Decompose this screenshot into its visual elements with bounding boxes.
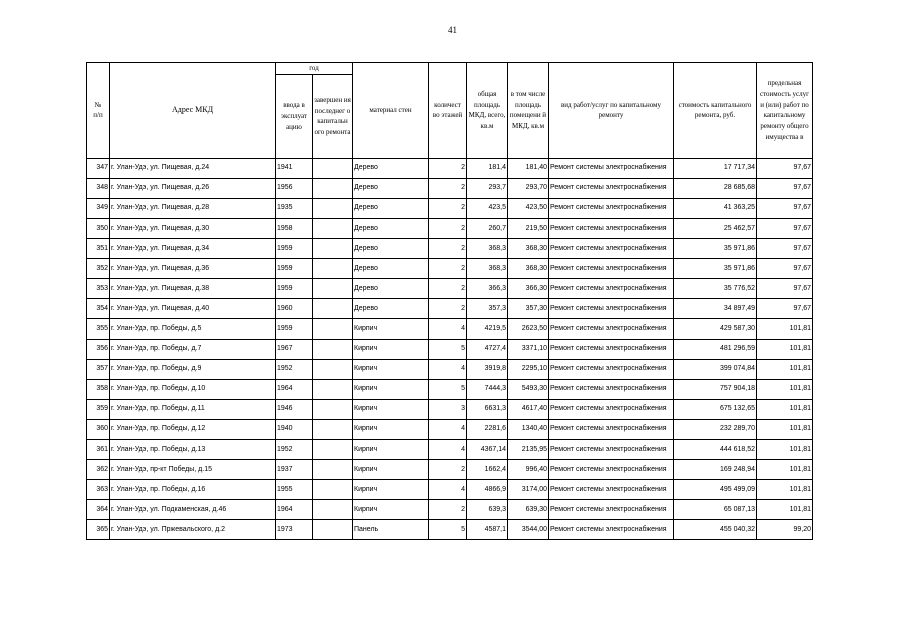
cell-floors: 4 (429, 419, 467, 439)
cell-work: Ремонт системы электроснабжения (549, 339, 674, 359)
table-row (87, 419, 813, 439)
table-body (87, 158, 813, 540)
cell-material: Дерево (353, 239, 429, 259)
cell-area-premises: 639,30 (508, 500, 549, 520)
cell-material: Дерево (353, 158, 429, 178)
cell-address: г. Улан-Удэ, пр-кт Победы, д.15 (110, 460, 276, 480)
cell-year: 1935 (276, 198, 313, 218)
page-number: 41 (448, 25, 457, 35)
cell-material: Кирпич (353, 419, 429, 439)
cell-year: 1955 (276, 480, 313, 500)
cell-last-repair (313, 359, 353, 379)
cell-floors: 2 (429, 218, 467, 238)
cell-area-premises: 293,70 (508, 178, 549, 198)
cell-last-repair (313, 178, 353, 198)
cell-material: Дерево (353, 218, 429, 238)
cell-area-premises: 4617,40 (508, 399, 549, 419)
cell-total-area: 368,3 (467, 239, 508, 259)
table-row (87, 500, 813, 520)
cell-address: г. Улан-Удэ, ул. Подкаменская, д.46 (110, 500, 276, 520)
table-row (87, 339, 813, 359)
cell-total-area: 4866,9 (467, 480, 508, 500)
cell-num: 362 (87, 460, 110, 480)
cell-material: Дерево (353, 198, 429, 218)
cell-year: 1952 (276, 359, 313, 379)
cell-cost: 28 685,68 (674, 178, 757, 198)
cell-work: Ремонт системы электроснабжения (549, 440, 674, 460)
cell-floors: 2 (429, 239, 467, 259)
cell-year: 1959 (276, 279, 313, 299)
cell-last-repair (313, 399, 353, 419)
cell-limit: 101,81 (757, 419, 813, 439)
cell-cost: 35 971,86 (674, 259, 757, 279)
cell-material: Кирпич (353, 359, 429, 379)
cell-total-area: 1662,4 (467, 460, 508, 480)
table-row (87, 259, 813, 279)
cell-work: Ремонт системы электроснабжения (549, 500, 674, 520)
cell-floors: 3 (429, 399, 467, 419)
cell-last-repair (313, 319, 353, 339)
table-row (87, 299, 813, 319)
cell-num: 348 (87, 178, 110, 198)
cell-last-repair (313, 460, 353, 480)
cell-limit: 97,67 (757, 178, 813, 198)
cell-material: Кирпич (353, 399, 429, 419)
cell-area-premises: 3544,00 (508, 520, 549, 540)
cell-address: г. Улан-Удэ, ул. Пржевальского, д.2 (110, 520, 276, 540)
cell-work: Ремонт системы электроснабжения (549, 279, 674, 299)
cell-total-area: 7444,3 (467, 379, 508, 399)
cell-work: Ремонт системы электроснабжения (549, 158, 674, 178)
cell-num: 352 (87, 259, 110, 279)
table-row (87, 440, 813, 460)
cell-num: 355 (87, 319, 110, 339)
cell-area-premises: 3371,10 (508, 339, 549, 359)
cell-work: Ремонт системы электроснабжения (549, 480, 674, 500)
cell-total-area: 357,3 (467, 299, 508, 319)
cell-work: Ремонт системы электроснабжения (549, 259, 674, 279)
cell-area-premises: 2295,10 (508, 359, 549, 379)
header-total-area: общая площадь МКД, всего, кв.м (467, 63, 508, 159)
cell-num: 350 (87, 218, 110, 238)
cell-limit: 101,81 (757, 440, 813, 460)
cell-last-repair (313, 299, 353, 319)
cell-year: 1964 (276, 379, 313, 399)
cell-year: 1973 (276, 520, 313, 540)
cell-floors: 2 (429, 178, 467, 198)
cell-address: г. Улан-Удэ, ул. Пищевая, д.40 (110, 299, 276, 319)
cell-limit: 97,67 (757, 299, 813, 319)
cell-area-premises: 2135,95 (508, 440, 549, 460)
table-row (87, 198, 813, 218)
cell-material: Кирпич (353, 440, 429, 460)
cell-address: г. Улан-Удэ, пр. Победы, д.7 (110, 339, 276, 359)
cell-material: Кирпич (353, 379, 429, 399)
cell-cost: 169 248,94 (674, 460, 757, 480)
cell-cost: 41 363,25 (674, 198, 757, 218)
table-row (87, 460, 813, 480)
cell-limit: 97,67 (757, 218, 813, 238)
cell-cost: 399 074,84 (674, 359, 757, 379)
cell-floors: 5 (429, 379, 467, 399)
table-row (87, 480, 813, 500)
cell-last-repair (313, 239, 353, 259)
cell-num: 351 (87, 239, 110, 259)
cell-num: 360 (87, 419, 110, 439)
cell-last-repair (313, 218, 353, 238)
cell-year: 1937 (276, 460, 313, 480)
cell-address: г. Улан-Удэ, ул. Пищевая, д.38 (110, 279, 276, 299)
cell-last-repair (313, 259, 353, 279)
cell-total-area: 6631,3 (467, 399, 508, 419)
cell-floors: 2 (429, 500, 467, 520)
cell-material: Кирпич (353, 480, 429, 500)
cell-material: Дерево (353, 178, 429, 198)
cell-num: 364 (87, 500, 110, 520)
cell-address: г. Улан-Удэ, ул. Пищевая, д.34 (110, 239, 276, 259)
cell-total-area: 366,3 (467, 279, 508, 299)
cell-address: г. Улан-Удэ, пр. Победы, д.12 (110, 419, 276, 439)
cell-limit: 97,67 (757, 239, 813, 259)
cell-area-premises: 368,30 (508, 239, 549, 259)
cell-num: 347 (87, 158, 110, 178)
cell-work: Ремонт системы электроснабжения (549, 399, 674, 419)
cell-num: 349 (87, 198, 110, 218)
cell-total-area: 181,4 (467, 158, 508, 178)
cell-work: Ремонт системы электроснабжения (549, 198, 674, 218)
cell-floors: 2 (429, 299, 467, 319)
cell-year: 1959 (276, 239, 313, 259)
cell-address: г. Улан-Удэ, ул. Пищевая, д.24 (110, 158, 276, 178)
cell-last-repair (313, 379, 353, 399)
cell-total-area: 260,7 (467, 218, 508, 238)
cell-last-repair (313, 339, 353, 359)
cell-area-premises: 368,30 (508, 259, 549, 279)
cell-last-repair (313, 279, 353, 299)
cell-limit: 97,67 (757, 259, 813, 279)
cell-year: 1941 (276, 158, 313, 178)
cell-cost: 65 087,13 (674, 500, 757, 520)
cell-limit: 101,81 (757, 399, 813, 419)
cell-cost: 757 904,18 (674, 379, 757, 399)
cell-cost: 481 296,59 (674, 339, 757, 359)
cell-num: 361 (87, 440, 110, 460)
cell-cost: 17 717,34 (674, 158, 757, 178)
cell-last-repair (313, 198, 353, 218)
cell-cost: 35 776,52 (674, 279, 757, 299)
cell-limit: 101,81 (757, 339, 813, 359)
cell-num: 363 (87, 480, 110, 500)
cell-cost: 444 618,52 (674, 440, 757, 460)
cell-area-premises: 5493,30 (508, 379, 549, 399)
table-row (87, 178, 813, 198)
cell-year: 1959 (276, 259, 313, 279)
cell-year: 1946 (276, 399, 313, 419)
cell-address: г. Улан-Удэ, пр. Победы, д.9 (110, 359, 276, 379)
header-wall-material: материал стен (353, 63, 429, 159)
cell-work: Ремонт системы электроснабжения (549, 520, 674, 540)
cell-floors: 2 (429, 158, 467, 178)
cell-cost: 25 462,57 (674, 218, 757, 238)
cell-num: 365 (87, 520, 110, 540)
cell-material: Кирпич (353, 460, 429, 480)
cell-address: г. Улан-Удэ, ул. Пищевая, д.26 (110, 178, 276, 198)
header-year-commission: ввода в эксплуат ацию (276, 74, 313, 158)
cell-total-area: 368,3 (467, 259, 508, 279)
cell-year: 1967 (276, 339, 313, 359)
cell-address: г. Улан-Удэ, пр. Победы, д.11 (110, 399, 276, 419)
cell-num: 356 (87, 339, 110, 359)
cell-last-repair (313, 419, 353, 439)
cell-limit: 101,81 (757, 500, 813, 520)
cell-floors: 4 (429, 319, 467, 339)
cell-floors: 2 (429, 460, 467, 480)
cell-address: г. Улан-Удэ, ул. Пищевая, д.30 (110, 218, 276, 238)
cell-last-repair (313, 158, 353, 178)
cell-limit: 97,67 (757, 158, 813, 178)
header-year-last-repair: завершен ия последнег о капитальн ого ремонта (313, 74, 353, 158)
cell-total-area: 639,3 (467, 500, 508, 520)
header-num: № п/п (87, 63, 110, 159)
cell-floors: 4 (429, 359, 467, 379)
cell-year: 1964 (276, 500, 313, 520)
cell-cost: 232 289,70 (674, 419, 757, 439)
cell-limit: 97,67 (757, 279, 813, 299)
table-row (87, 218, 813, 238)
header-area-premises: в том числе площадь помещени й МКД, кв.м (508, 63, 549, 159)
cell-address: г. Улан-Удэ, пр. Победы, д.5 (110, 319, 276, 339)
cell-year: 1960 (276, 299, 313, 319)
cell-material: Дерево (353, 279, 429, 299)
cell-floors: 4 (429, 440, 467, 460)
cell-area-premises: 3174,00 (508, 480, 549, 500)
table-row (87, 359, 813, 379)
cell-floors: 5 (429, 339, 467, 359)
cell-limit: 101,81 (757, 359, 813, 379)
cell-address: г. Улан-Удэ, пр. Победы, д.16 (110, 480, 276, 500)
cell-total-area: 4219,5 (467, 319, 508, 339)
cell-area-premises: 2623,50 (508, 319, 549, 339)
cell-material: Кирпич (353, 339, 429, 359)
cell-total-area: 2281,6 (467, 419, 508, 439)
cell-total-area: 4367,14 (467, 440, 508, 460)
cell-year: 1952 (276, 440, 313, 460)
cell-work: Ремонт системы электроснабжения (549, 178, 674, 198)
cell-floors: 2 (429, 198, 467, 218)
cell-year: 1959 (276, 319, 313, 339)
cell-address: г. Улан-Удэ, ул. Пищевая, д.36 (110, 259, 276, 279)
capital-repair-table (86, 62, 813, 540)
cell-num: 357 (87, 359, 110, 379)
cell-cost: 455 040,32 (674, 520, 757, 540)
cell-cost: 34 897,49 (674, 299, 757, 319)
cell-year: 1956 (276, 178, 313, 198)
cell-cost: 429 587,30 (674, 319, 757, 339)
cell-work: Ремонт системы электроснабжения (549, 239, 674, 259)
cell-material: Кирпич (353, 319, 429, 339)
cell-cost: 495 499,09 (674, 480, 757, 500)
table-row (87, 279, 813, 299)
header-work-type: вид работ/услуг по капитальному ремонту (549, 63, 674, 159)
cell-total-area: 4587,1 (467, 520, 508, 540)
header-address: Адрес МКД (110, 63, 276, 159)
cell-area-premises: 219,50 (508, 218, 549, 238)
cell-material: Кирпич (353, 500, 429, 520)
table-row (87, 319, 813, 339)
cell-work: Ремонт системы электроснабжения (549, 299, 674, 319)
table-row (87, 239, 813, 259)
cell-material: Панель (353, 520, 429, 540)
cell-num: 354 (87, 299, 110, 319)
cell-address: г. Улан-Удэ, ул. Пищевая, д.28 (110, 198, 276, 218)
cell-material: Дерево (353, 299, 429, 319)
cell-total-area: 3919,8 (467, 359, 508, 379)
cell-total-area: 423,5 (467, 198, 508, 218)
cell-work: Ремонт системы электроснабжения (549, 419, 674, 439)
header-year-group: год (276, 63, 353, 75)
cell-cost: 675 132,65 (674, 399, 757, 419)
table-row (87, 399, 813, 419)
table-row (87, 158, 813, 178)
table-row (87, 379, 813, 399)
cell-work: Ремонт системы электроснабжения (549, 379, 674, 399)
cell-area-premises: 357,30 (508, 299, 549, 319)
cell-last-repair (313, 520, 353, 540)
cell-limit: 99,20 (757, 520, 813, 540)
cell-num: 358 (87, 379, 110, 399)
cell-address: г. Улан-Удэ, пр. Победы, д.10 (110, 379, 276, 399)
cell-limit: 101,81 (757, 480, 813, 500)
cell-year: 1958 (276, 218, 313, 238)
header-cost: стоимость капитального ремонта, руб. (674, 63, 757, 159)
cell-floors: 2 (429, 259, 467, 279)
cell-area-premises: 366,30 (508, 279, 549, 299)
cell-last-repair (313, 440, 353, 460)
cell-area-premises: 1340,40 (508, 419, 549, 439)
header-floors: количест во этажей (429, 63, 467, 159)
cell-limit: 97,67 (757, 198, 813, 218)
cell-total-area: 293,7 (467, 178, 508, 198)
cell-last-repair (313, 500, 353, 520)
cell-last-repair (313, 480, 353, 500)
cell-address: г. Улан-Удэ, пр. Победы, д.13 (110, 440, 276, 460)
cell-area-premises: 996,40 (508, 460, 549, 480)
cell-area-premises: 423,50 (508, 198, 549, 218)
cell-total-area: 4727,4 (467, 339, 508, 359)
cell-limit: 101,81 (757, 460, 813, 480)
table-row (87, 520, 813, 540)
cell-cost: 35 971,86 (674, 239, 757, 259)
cell-area-premises: 181,40 (508, 158, 549, 178)
cell-work: Ремонт системы электроснабжения (549, 319, 674, 339)
cell-work: Ремонт системы электроснабжения (549, 218, 674, 238)
cell-floors: 2 (429, 279, 467, 299)
header-limit-cost: предельная стоимость услуг и (или) работ по капитальному ремонту общего имущества в (757, 63, 813, 159)
cell-limit: 101,81 (757, 319, 813, 339)
cell-floors: 5 (429, 520, 467, 540)
cell-num: 353 (87, 279, 110, 299)
cell-work: Ремонт системы электроснабжения (549, 359, 674, 379)
cell-year: 1940 (276, 419, 313, 439)
cell-num: 359 (87, 399, 110, 419)
cell-floors: 4 (429, 480, 467, 500)
cell-material: Дерево (353, 259, 429, 279)
cell-limit: 101,81 (757, 379, 813, 399)
cell-work: Ремонт системы электроснабжения (549, 460, 674, 480)
